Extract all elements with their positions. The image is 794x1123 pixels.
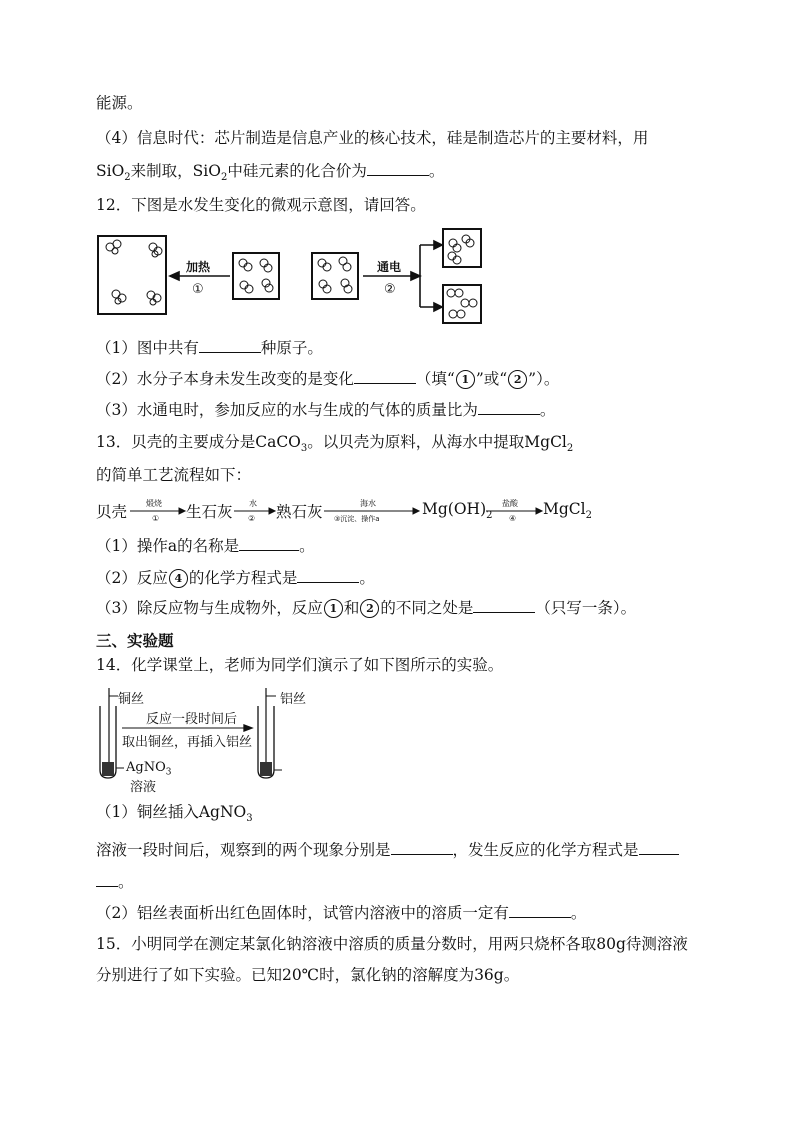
question-14 <box>96 654 503 676</box>
answer-blank[interactable] <box>354 367 416 384</box>
arrow2-label: 水 <box>249 499 257 508</box>
text-fragment: 分别进行了如下实验。已知20℃时，氯化钠的溶解度为36g。 <box>96 966 520 984</box>
question-12 <box>96 194 426 216</box>
electrolysis-label: 通电 <box>377 260 402 274</box>
text-line <box>96 159 444 189</box>
circled-number: 1 <box>456 370 475 389</box>
text-line <box>96 964 519 986</box>
reagent-label <box>126 760 171 778</box>
section-heading <box>96 630 174 652</box>
aluminum-wire-label: 铝丝 <box>280 692 307 707</box>
subscript: 2 <box>486 510 493 522</box>
text-fragment: 溶液一段时间后，观察到的两个现象分别是 <box>96 841 391 859</box>
answer-blank[interactable] <box>473 596 535 613</box>
flow-slaked-lime: 熟石灰 <box>276 503 323 521</box>
text-fragment: 的简单工艺流程如下： <box>96 466 252 484</box>
circled-number: 2 <box>360 599 379 618</box>
arrow1-label: 煅烧 <box>146 499 162 508</box>
subscript: 2 <box>124 172 131 184</box>
text-fragment: ”）。 <box>528 370 560 388</box>
text-fragment: （填“ <box>415 370 455 388</box>
q13-part1 <box>96 534 315 557</box>
q12-part3 <box>96 398 555 421</box>
text-fragment: 。 <box>570 904 587 922</box>
circled-number: 1 <box>324 599 343 618</box>
answer-blank[interactable] <box>367 159 429 176</box>
text-line <box>96 127 648 149</box>
text-fragment: 来制取，SiO <box>130 162 221 180</box>
subscript: 3 <box>300 443 308 455</box>
text-fragment: Mg(OH) <box>422 500 487 518</box>
q13-part2 <box>96 566 375 589</box>
heat-step-label: ① <box>192 282 204 297</box>
copper-wire-label: 铜丝 <box>118 692 145 707</box>
text-line <box>96 92 143 114</box>
question-text: 15．小明同学在测定某氯化钠溶液中溶质的质量分数时，用两只烧杯各取80g待测溶液 <box>96 935 688 953</box>
subscript: 3 <box>165 767 172 778</box>
question-text: 14．化学课堂上，老师为同学们演示了如下图所示的实验。 <box>96 656 504 674</box>
arrow-bottom-label: 取出铜丝，再插入铝丝 <box>122 735 253 750</box>
subscript: 2 <box>220 172 228 184</box>
arrow1-step: ① <box>152 514 160 523</box>
text-fragment: （3）水通电时，参加反应的水与生成的气体的质量比为 <box>96 401 478 419</box>
text-fragment: 的化学方程式是 <box>188 569 298 587</box>
heat-label: 加热 <box>186 260 211 274</box>
text-fragment: （1）操作a的名称是 <box>96 537 240 555</box>
text-fragment: 。 <box>428 162 445 180</box>
answer-blank[interactable] <box>639 838 679 855</box>
text-fragment: 种原子。 <box>260 339 323 357</box>
text-fragment: 。以贝壳为原料，从海水中提取MgCl <box>307 433 567 451</box>
flow-lime: 生石灰 <box>186 503 233 521</box>
answer-blank[interactable] <box>391 838 453 855</box>
q14-part1 <box>96 801 253 830</box>
process-flow <box>96 494 616 524</box>
water-micro-diagram <box>96 227 496 327</box>
answer-blank[interactable] <box>239 534 299 551</box>
text-fragment: 和 <box>343 599 360 617</box>
answer-blank[interactable] <box>509 901 571 918</box>
section-title: 三、实验题 <box>96 632 174 650</box>
q14-part2 <box>96 901 586 924</box>
text-fragment: 。 <box>539 401 556 419</box>
q12-part1 <box>96 336 323 359</box>
arrow2-step: ② <box>248 514 256 523</box>
q12-part2 <box>96 367 559 390</box>
text-line <box>96 838 679 861</box>
question-text: 12．下图是水发生变化的微观示意图，请回答。 <box>96 196 426 214</box>
text-fragment: AgNO <box>126 760 166 775</box>
text-fragment: （4）信息时代：芯片制造是信息产业的核心技术，硅是制造芯片的主要材料，用 <box>96 129 649 147</box>
electrolysis-step-label: ② <box>384 282 396 297</box>
text-fragment: 。 <box>118 873 134 891</box>
text-fragment: （2）铝丝表面析出红色固体时，试管内溶液中的溶质一定有 <box>96 904 509 922</box>
text-fragment: 。 <box>299 537 315 555</box>
subscript: 2 <box>566 443 574 455</box>
question-15 <box>96 933 688 955</box>
text-fragment: 中硅元素的化合价为 <box>227 162 367 180</box>
answer-blank[interactable] <box>297 566 359 583</box>
arrow3-step: ③沉淀、操作a <box>334 515 380 523</box>
arrow-top-label: 反应一段时间后 <box>146 712 238 727</box>
text-fragment: 能源。 <box>96 94 143 112</box>
solution-label: 溶液 <box>130 780 157 795</box>
text-fragment: （3）除反应物与生成物外，反应 <box>96 599 323 617</box>
text-fragment: 。 <box>359 569 375 587</box>
text-fragment: ，发生反应的化学方程式是 <box>452 841 639 859</box>
text-fragment: （只写一条）。 <box>535 599 637 617</box>
text-line <box>96 870 134 893</box>
q13-part3 <box>96 596 636 619</box>
answer-blank[interactable] <box>199 336 261 353</box>
flow-shell: 贝壳 <box>96 503 128 521</box>
arrow3-label: 海水 <box>360 499 376 508</box>
subscript: 3 <box>246 813 253 825</box>
text-fragment: （2）水分子本身未发生改变的是变化 <box>96 370 354 388</box>
answer-blank[interactable] <box>96 870 118 887</box>
subscript: 2 <box>585 510 592 522</box>
circled-number: 2 <box>508 370 527 389</box>
text-fragment: ”或“ <box>475 370 508 388</box>
arrow4-step: ④ <box>509 514 517 523</box>
circled-number: 4 <box>169 569 188 588</box>
text-line <box>96 464 251 486</box>
answer-blank[interactable] <box>478 398 540 415</box>
text-fragment: 的不同之处是 <box>380 599 474 617</box>
text-fragment: （2）反应 <box>96 569 168 587</box>
text-fragment: 13．贝壳的主要成分是CaCO <box>96 433 301 451</box>
question-13 <box>96 431 573 460</box>
text-fragment: SiO <box>96 162 125 180</box>
text-fragment: （1）图中共有 <box>96 339 199 357</box>
arrow4-label: 盐酸 <box>502 499 518 508</box>
experiment-diagram <box>96 684 316 794</box>
text-fragment: MgCl <box>543 500 586 518</box>
text-fragment: （1）铜丝插入AgNO <box>96 803 247 821</box>
flow-arrows <box>96 494 616 524</box>
